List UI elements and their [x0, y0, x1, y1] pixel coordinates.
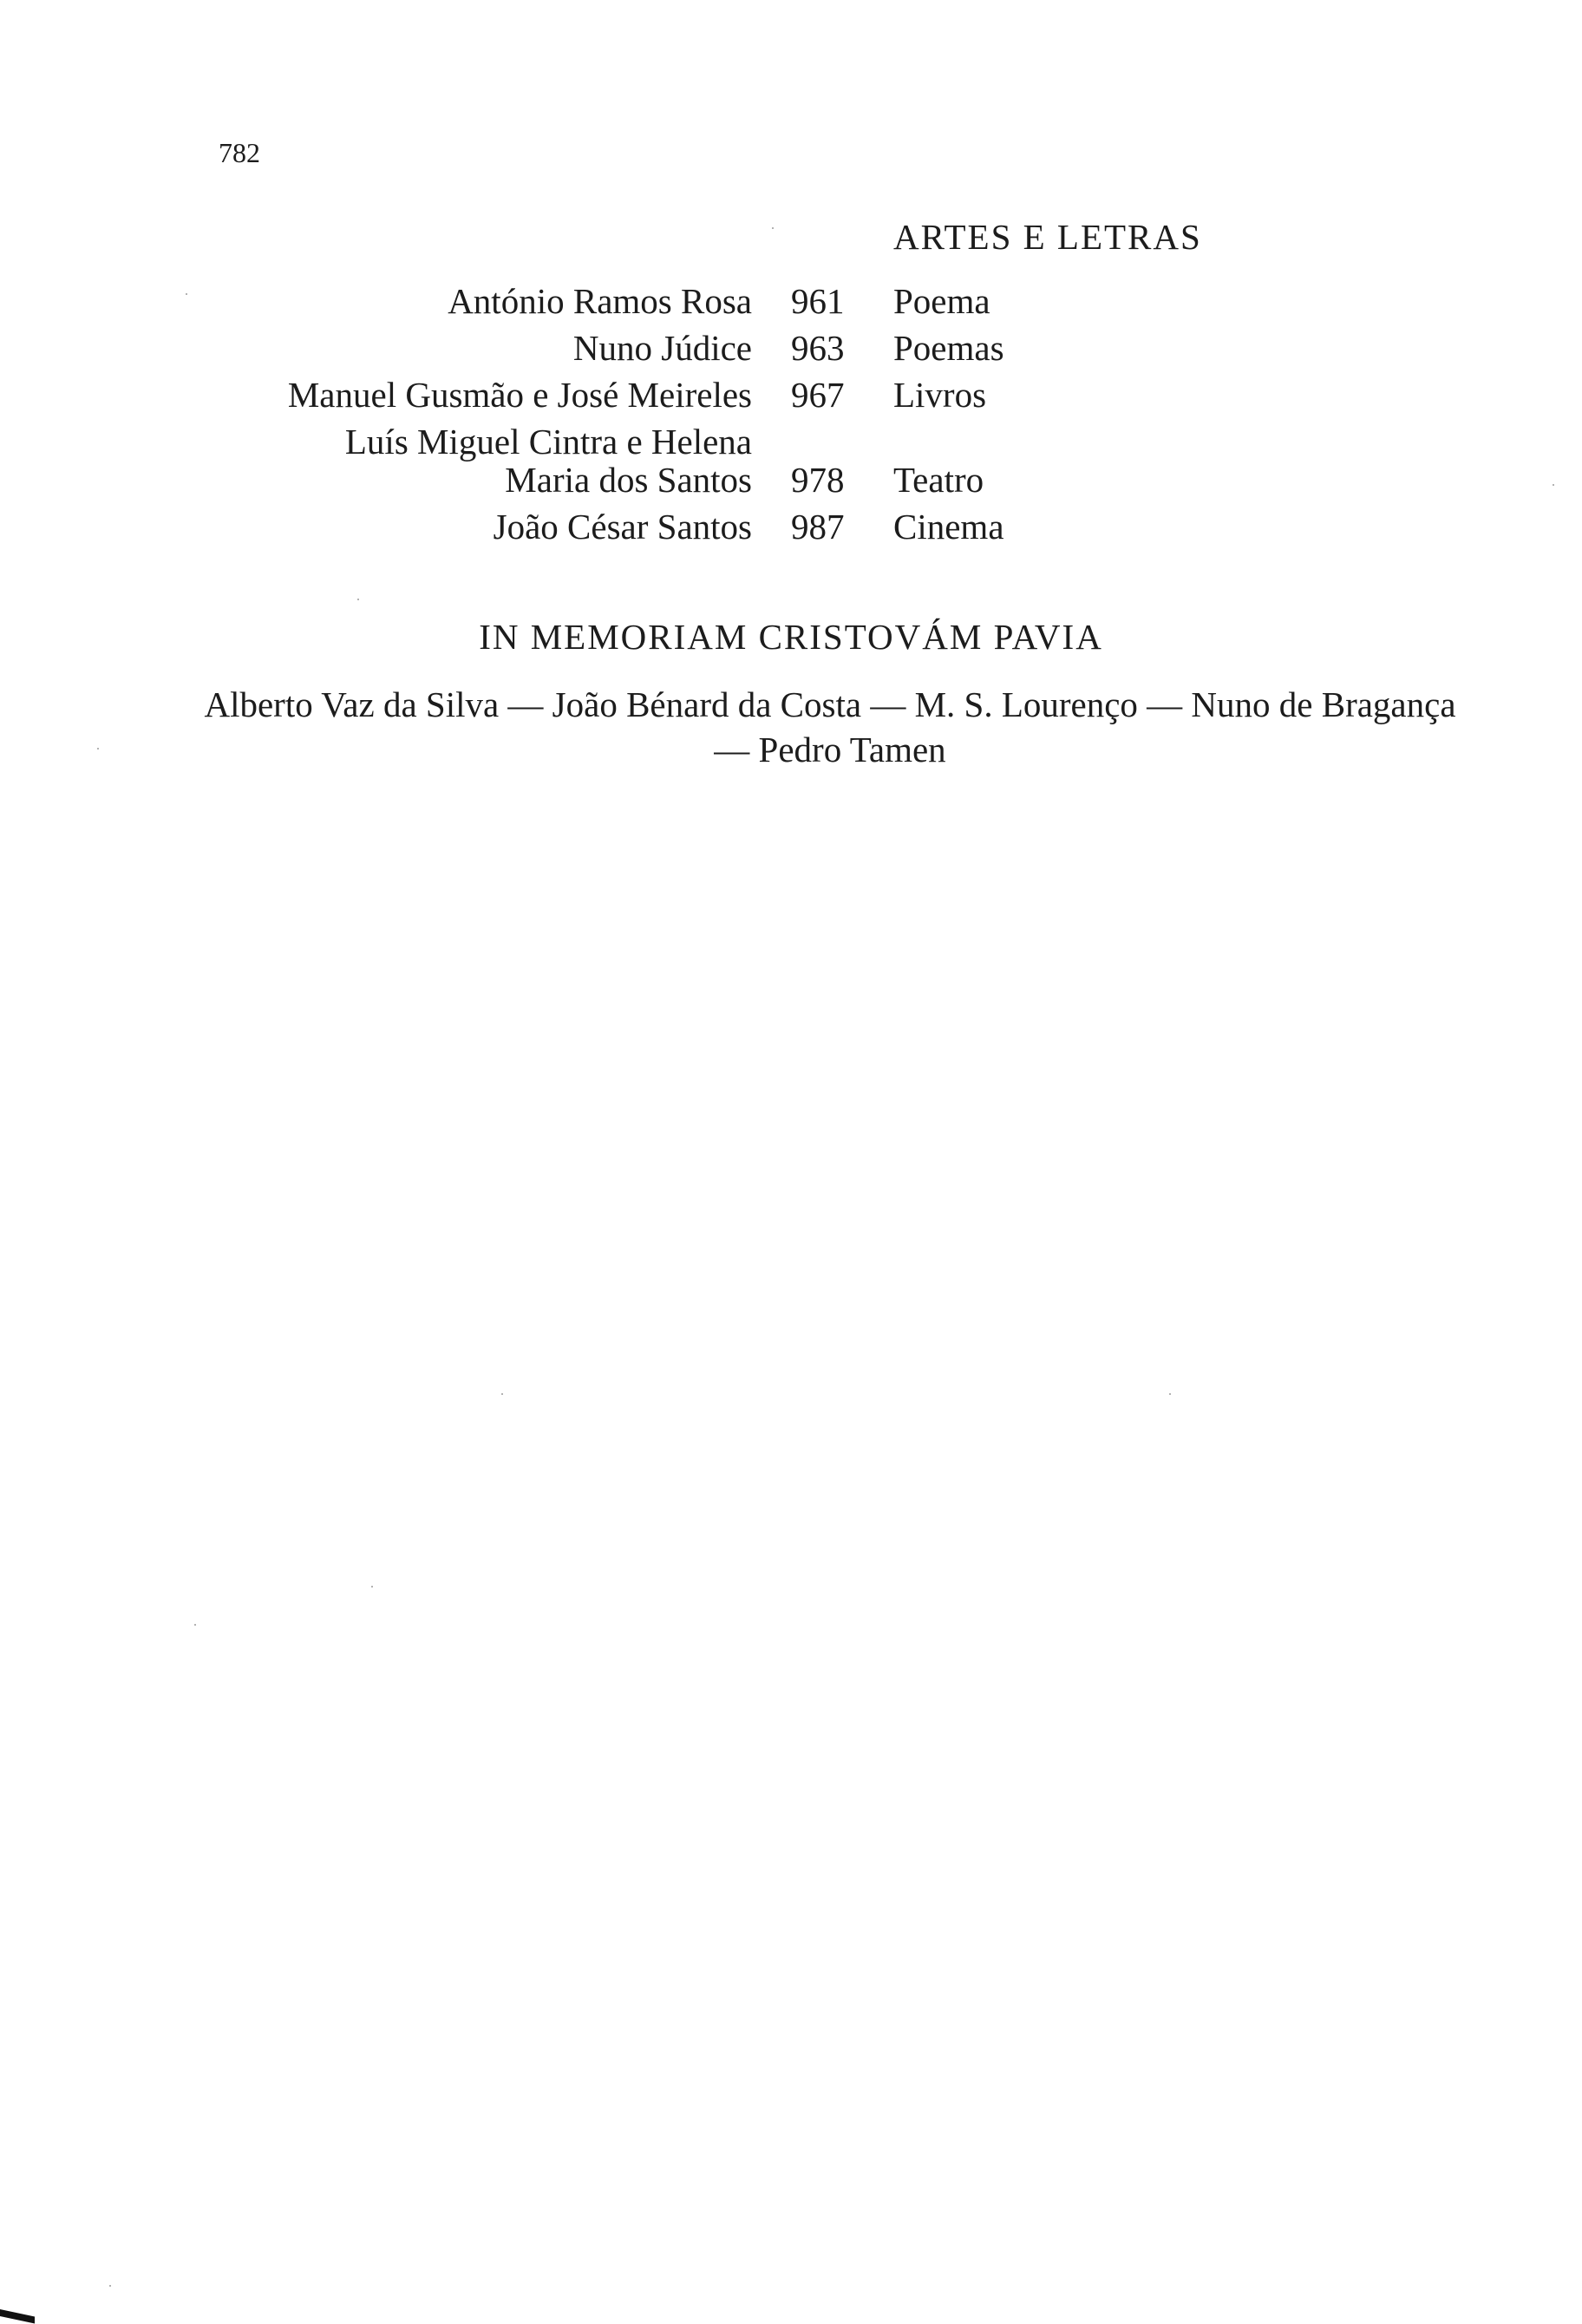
- toc-title: Poemas: [893, 328, 1004, 368]
- toc-title: Poema: [893, 281, 990, 321]
- page-number: 782: [219, 137, 260, 168]
- scan-speck: [772, 227, 774, 229]
- toc-entry: [0, 503, 1582, 550]
- scan-speck: [501, 1393, 503, 1395]
- scan-speck: [194, 1624, 196, 1626]
- toc-page: 978: [791, 460, 845, 500]
- toc-author: João César Santos: [493, 507, 752, 547]
- toc-entry: [0, 324, 1582, 371]
- toc-title: Livros: [893, 375, 987, 415]
- memoriam-heading: IN MEMORIAM CRISTOVÁM PAVIA: [479, 617, 1103, 657]
- toc-page: 987: [791, 507, 845, 547]
- scan-speck: [1169, 1393, 1171, 1395]
- toc-author: Luís Miguel Cintra e Helena Maria dos Santos: [344, 422, 752, 500]
- toc-page: 963: [791, 328, 845, 368]
- scan-speck: [109, 2285, 111, 2287]
- toc-page: 967: [791, 375, 845, 415]
- toc-author: Manuel Gusmão e José Meireles: [287, 375, 752, 415]
- toc-author: António Ramos Rosa: [448, 281, 752, 321]
- table-of-contents: [0, 278, 1582, 550]
- scan-speck: [1553, 484, 1554, 486]
- scan-corner-mark: [0, 2309, 35, 2324]
- toc-entry: [0, 371, 1582, 418]
- memoriam-contributors: Alberto Vaz da Silva — João Bénard da Costa — M. S. Lourenço — Nuno de Bragança — Pedro Tamen: [204, 684, 1456, 769]
- scan-speck: [357, 599, 359, 600]
- scan-speck: [186, 293, 187, 295]
- scan-speck: [371, 1586, 373, 1588]
- toc-entry: [0, 418, 1582, 503]
- toc-entry: [0, 278, 1582, 324]
- section-title: ARTES E LETRAS: [893, 217, 1202, 257]
- toc-page: 961: [791, 281, 845, 321]
- toc-title: Teatro: [893, 460, 984, 500]
- scan-speck: [97, 748, 99, 750]
- toc-title: Cinema: [893, 507, 1004, 547]
- toc-author: Nuno Júdice: [572, 328, 752, 368]
